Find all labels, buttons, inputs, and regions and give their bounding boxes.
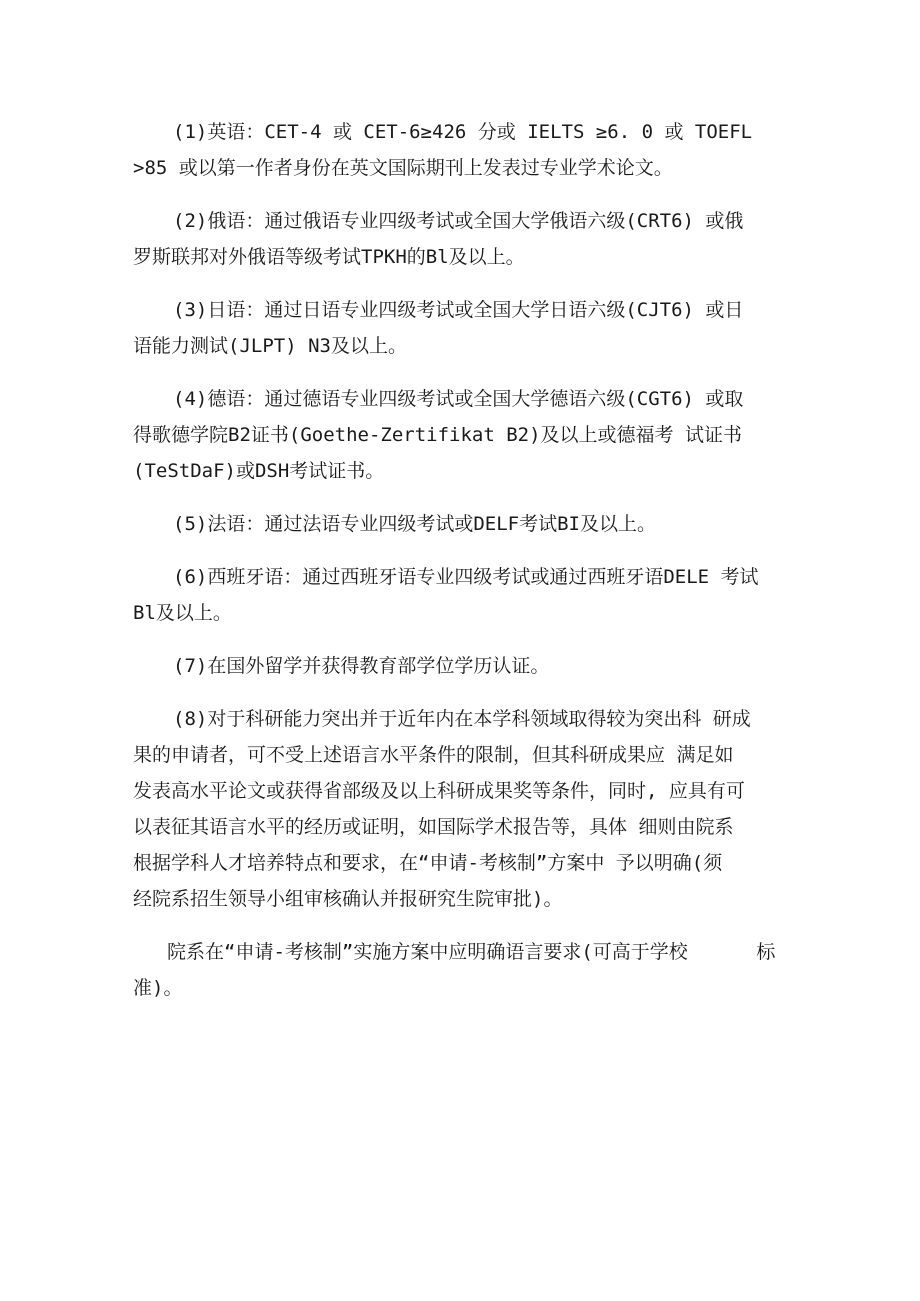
text-line: (7)在国外留学并获得教育部学位学历认证。 [173,655,550,677]
text-line: >85 或以第一作者身份在英文国际期刊上发表过专业学术论文。 [133,157,673,179]
text-line: 以表征其语言水平的经历或证明，如国际学术报告等，具体 细则由院系 [133,816,734,838]
paragraph-french [133,506,789,542]
paragraph-russian [133,203,789,275]
text-line: 罗斯联邦对外俄语等级考试TPKH的Bl及以上。 [133,246,525,268]
text-line: 根据学科人才培养特点和要求，在“申请-考核制”方案中 予以明确(须 [133,852,723,874]
paragraph-japanese [133,292,789,364]
paragraph-abroad [133,648,789,684]
paragraph-research [133,701,789,917]
paragraph-german [133,381,789,489]
text-line: 发表高水平论文或获得省部级及以上科研成果奖等条件，同时, 应具有可 [133,780,745,802]
text-line: (4)德语：通过德语专业四级考试或全国大学德语六级(CGT6) 或取 [173,388,744,410]
paragraph-english [133,114,789,186]
paragraph-closing [133,934,789,1006]
text-line: (5)法语：通过法语专业四级考试或DELF考试BI及以上。 [173,513,656,535]
text-line: 经院系招生领导小组审核确认并报研究生院审批)。 [133,888,563,910]
text-line: (3)日语：通过日语专业四级考试或全国大学日语六级(CJT6) 或日 [173,299,744,321]
paragraph-spanish [133,559,789,631]
text-line: (TeStDaF)或DSH考试证书。 [133,460,385,482]
text-line: 果的申请者，可不受上述语言水平条件的限制，但其科研成果应 满足如 [133,744,734,766]
text-line: (6)西班牙语：通过西班牙语专业四级考试或通过西班牙语DELE 考试 [173,566,759,588]
text-line: (1)英语：CET-4 或 CET-6≥426 分或 IELTS ≥6. 0 或 TOEFL [173,121,753,143]
text-line: Bl及以上。 [133,602,232,624]
document-body [133,114,789,1023]
text-line: 准)。 [133,977,183,999]
text-line: 得歌德学院B2证书(Goethe-Zertifikat B2)及以上或德福考 试证书 [133,424,742,446]
text-line: (8)对于科研能力突出并于近年内在本学科领域取得较为突出科 研成 [173,708,751,730]
text-line: 院系在“申请-考核制”实施方案中应明确语言要求(可高于学校 标 [167,941,776,963]
text-line: 语能力测试(JLPT) N3及以上。 [133,335,407,357]
text-line: (2)俄语：通过俄语专业四级考试或全国大学俄语六级(CRT6) 或俄 [173,210,744,232]
